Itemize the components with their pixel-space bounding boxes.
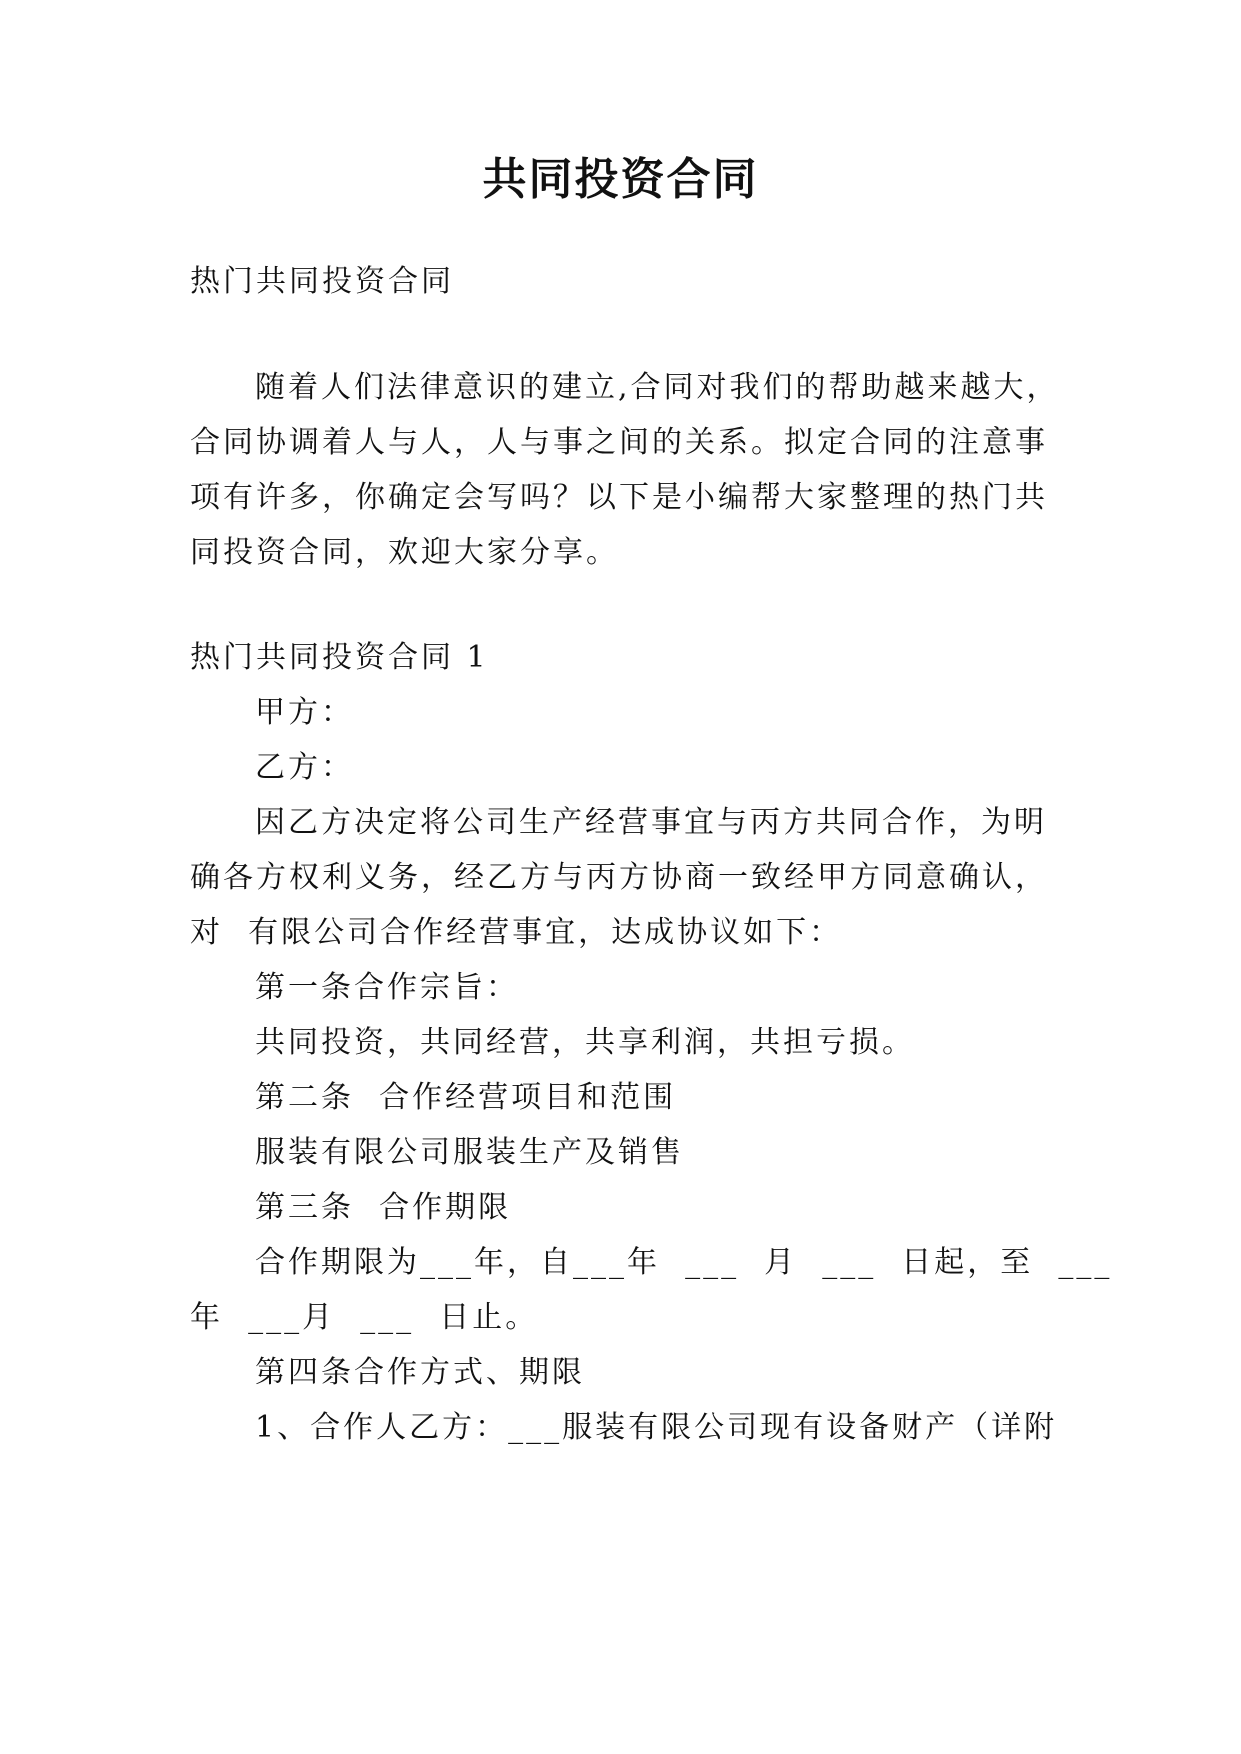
article-4-item-1: 1、合作人乙方：___服装有限公司现有设备财产（详附: [255, 1410, 1058, 1445]
article-2-heading: 第二条 合作经营项目和范围: [255, 1080, 677, 1115]
document-title: 共同投资合同: [482, 154, 759, 205]
section-heading: 热门共同投资合同 1: [190, 640, 489, 675]
party-a-line: 甲方：: [255, 695, 354, 730]
preamble-line-1: 因乙方决定将公司生产经营事宜与丙方共同合作，为明: [255, 805, 1047, 840]
intro-line-4: 同投资合同，欢迎大家分享。: [190, 535, 619, 570]
article-4-heading: 第四条合作方式、期限: [255, 1355, 585, 1390]
preamble-line-3: 对 有限公司合作经营事宜，达成协议如下：: [190, 915, 843, 950]
doc-subtitle: 热门共同投资合同: [190, 264, 454, 299]
article-1-heading: 第一条合作宗旨：: [255, 970, 519, 1005]
article-2-body: 服装有限公司服装生产及销售: [255, 1135, 684, 1170]
intro-line-2: 合同协调着人与人，人与事之间的关系。拟定合同的注意事: [190, 425, 1048, 460]
intro-line-1: 随着人们法律意识的建立,合同对我们的帮助越来越大，: [255, 370, 1060, 405]
article-3-heading: 第三条 合作期限: [255, 1190, 512, 1225]
party-b-line: 乙方：: [255, 750, 354, 785]
article-3-body-line-1: 合作期限为___年，自___年 ___ 月 ___ 日起，至 ___: [255, 1245, 1113, 1280]
intro-line-3: 项有许多，你确定会写吗？以下是小编帮大家整理的热门共: [190, 480, 1048, 515]
article-3-body-line-2: 年 ___月 ___ 日止。: [190, 1300, 539, 1335]
preamble-line-2: 确各方权利义务，经乙方与丙方协商一致经甲方同意确认，: [190, 860, 1048, 895]
article-1-body: 共同投资，共同经营，共享利润，共担亏损。: [255, 1025, 915, 1060]
